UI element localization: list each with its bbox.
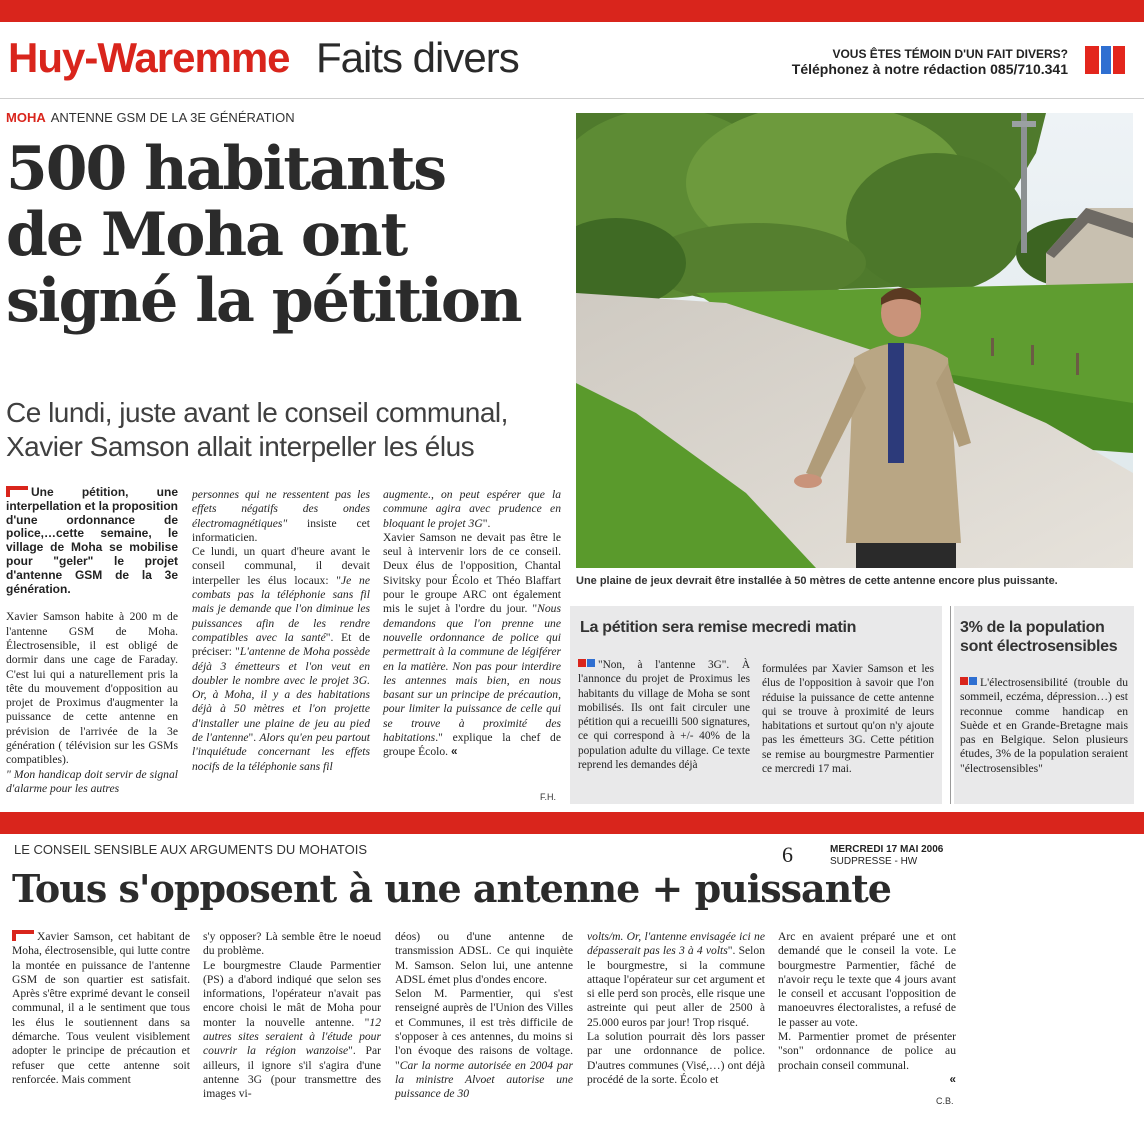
headline-line-3: signé la pétition <box>6 266 521 336</box>
col1-quote: " Mon handicap doit servir de signal d'alarme pour les autres <box>6 767 178 795</box>
page-masthead <box>0 22 1144 100</box>
article1-column-2 <box>192 488 370 774</box>
article-lead <box>6 486 178 596</box>
witness-callout <box>792 47 1068 77</box>
article-headline <box>6 136 566 334</box>
photo-caption: Une plaine de jeux devrait être installée à 50 mètres de cette antenne encore plus puissante. <box>576 575 1058 587</box>
a2-col2-text-b: Le bourgmestre Claude Parmentier (PS) a d'abord indiqué que selon ses informations, l'opérateur n'avait pas encore choisi le mât de Moha pour monter la nouvelle antenne. " <box>203 958 381 1029</box>
electro-body <box>960 676 1128 776</box>
col1-body: Xavier Samson habite à 200 m de l'antenne GSM de Moha. Électrosensible, il est obligé de dormir dans une cage de Faraday. C'est lui qui a naturellement pris la tête du mouvement d'opposition au projet de Proximus d'augmenter la puissance de cette antenne en prévision de l'arrivée de la 3e génération ( télévision sur les GSMs compatibles). <box>6 610 178 767</box>
col2-quote-d: Alors qu'en peu partout l'inquiétude concernant les effets nocifs de la téléphonie sans fil <box>192 731 371 773</box>
a2-col2-quote-a: 12 autres sites seraient à l'étude pour couvrir la région wanzoise <box>203 1015 381 1058</box>
a2-end-mark: « <box>949 1072 956 1086</box>
end-mark: « <box>450 745 458 759</box>
col2-quote-a: personnes qui ne ressentent pas les effets négatifs des ondes électromagnétiques" <box>192 488 370 530</box>
kicker-topic: ANTENNE GSM DE LA 3E GÉNÉRATION <box>50 110 295 125</box>
article2-column-2 <box>203 930 381 1102</box>
a2-col2-text-c: ". Par ailleurs, il ignore s'il s'agira d'une antenne 3G (pour transmettre des images vi- <box>203 1044 381 1101</box>
author-signature-2: C.B. <box>936 1096 954 1106</box>
electro-box-title: 3% de la population sont électrosensibles <box>960 619 1118 655</box>
col2-text-b: Ce lundi, un quart d'heure avant le conseil communal, il devait interpeller les élus locaux: " <box>192 545 370 587</box>
red-corner-marker-icon <box>6 486 28 497</box>
electro-box <box>954 606 1134 804</box>
article1-column-3 <box>383 488 561 760</box>
col2-text-a: insiste cet informaticien. <box>192 516 370 544</box>
headline-line-1: 500 habitants <box>6 134 446 204</box>
red-square-icon <box>960 677 968 685</box>
deck-line-1: Ce lundi, juste avant le conseil communal, <box>6 397 508 428</box>
page-number: 6 <box>782 842 793 867</box>
petition-box <box>570 606 942 804</box>
issue-date <box>830 844 943 868</box>
article2-column-1 <box>12 930 190 1087</box>
article-deck <box>6 396 566 464</box>
a2-col4-text-a: ". Selon le bourgmestre, si la commune attaque l'opérateur sur cet argument et si elle perd son procès, elle risque une astreinte qui peut aller de 2500 à 25.000 euros par jour! Trop risqué. <box>587 944 765 1029</box>
witness-phone: Téléphonez à notre rédaction 085/710.341 <box>791 61 1068 77</box>
a2-col1-text: Xavier Samson, cet habitant de Moha, électrosensible, qui lutte contre la montée en puissance de l'antenne GSM de son quartier est satisfait. Après s'être exprimé devant le conseil communal, il a le sentiment que tous les élus le soutiennent dans sa démarche. Tous veulent visiblement adopter le principe de précaution et refuser que cette antenne soit renforcée. Mais comment <box>12 930 190 1086</box>
top-color-bar <box>0 0 1144 22</box>
a2-col5-text-a: Arc en avaient préparé une et ont demandé que le conseil la vote. Le bourgmestre Parmentier, fâché de n'avoir reçu le texte que 4 jours avant le conseil et accusant l'opposition de manoeuvres électoralistes, a refusé de le passer au vote. <box>778 930 956 1029</box>
date-edition: SUDPRESSE - HW <box>830 856 918 867</box>
col2-text-d: ". <box>248 731 260 745</box>
blue-square-icon <box>587 659 595 667</box>
col2-quote-b: Je ne combats pas la téléphonie sans fil mais je demande que l'on diminue les puissances afin de les rendre compatibles avec la santé <box>192 573 370 644</box>
red-corner-marker-icon <box>12 930 34 941</box>
section-title-category: Faits divers <box>316 34 519 81</box>
article2-column-5 <box>778 930 956 1087</box>
kicker-place: MOHA <box>6 110 46 125</box>
col2-text-c: ". Et de préciser: " <box>192 630 370 659</box>
article-kicker <box>6 110 295 125</box>
col3-quote-a: augmente., on peut espérer que la commune agira avec prudence en bloquant le projet 3G <box>383 488 561 530</box>
bottom-color-bar <box>0 812 1144 834</box>
a2-col5-text-b: M. Parmentier promet de présenter "son" ordonnance de police au prochain conseil communal. <box>778 1030 956 1072</box>
a2-col3-text-a: déos) ou d'une antenne de transmission ADSL. Ce qui inquiète M. Samson. Selon lui, une antenne ADSL émet plus d'ondes encore. <box>395 930 573 986</box>
lead-text: Une pétition, une interpellation et la proposition d'une ordonnance de police,…cette semaine, le village de Moha se mobilise pour "geler" le projet d'antenne GSM de la 3e génération. <box>6 485 179 596</box>
a2-col2-text-a: s'y opposer? Là semble être le noeud du problème. <box>203 930 381 958</box>
photo-scene-illustration <box>576 113 1133 568</box>
section-title-region: Huy-Waremme <box>8 34 290 81</box>
petition-box-title: La pétition sera remise mecredi matin <box>580 619 857 636</box>
masthead-square-red-2 <box>1113 46 1125 74</box>
electro-text: L'électrosensibilité (trouble du sommeil, eczéma, dépression…) est reconnue comme handicap en Suède et en Grande-Bretagne mais pas en Belgique. Selon plusieurs études, 3% de la population seraient "électrosensibles" <box>960 676 1128 775</box>
col3-text-b: Xavier Samson ne devait pas être le seul à intervenir lors de ce conseil. Deux élus de l'opposition, Chantal Sivitsky pour Écolo et Théo Blaffart pour le groupe ARC ont également mis le sujet à l'ordre du jour. " <box>383 530 561 616</box>
masthead-divider <box>0 98 1144 99</box>
col3-quote-b: Nous demandons que l'on prenne une nouvelle ordonnance de police qui permettrait à la commune de légiférer en la matière. Non pas pour interdire les antennes mais bien, en nous basant sur un principe de précaution, pour limiter la puissance de celle qui se trouve à proximité des habitations <box>383 602 561 745</box>
petition-col-a <box>578 658 750 772</box>
col2-quote-c: L'antenne de Moha possède déjà 3 émetteurs et l'on veut en doubler le nombre avec le projet 3G. Or, à Moha, il y a des habitations déjà à 50 mètres et l'on projette d'installer une plaine de jeu au pied de l'antenne <box>192 645 370 745</box>
masthead-square-red <box>1085 46 1099 74</box>
col3-text-a: ". <box>482 516 491 530</box>
author-signature: F.H. <box>540 792 557 802</box>
article-photo <box>576 113 1133 568</box>
masthead-square-blue <box>1101 46 1111 74</box>
article2-headline: Tous s'opposent à une antenne + puissante <box>12 866 891 911</box>
col3-text-c: ." explique la chef de groupe Écolo. <box>383 731 561 759</box>
deck-line-2: Xavier Samson allait interpeller les élus <box>6 431 475 462</box>
a2-col4-text-b: La solution pourrait dès lors passer par une ordonnance de police. D'autres communes (Visé,…) ont déjà procédé de la sorte. Écolo et <box>587 1030 765 1086</box>
petition-col-b: formulées par Xavier Samson et les élus de l'opposition à savoir que l'on réduise la puissance de cette antenne qui se trouve à proximité de leurs habitations et surtout qu'on n'y ajoute pas les émetteurs 3G. Cette pétition se remise au bourgmestre Parmentier ce mercredi 17 mai. <box>762 663 934 776</box>
headline-line-2: de Moha ont <box>6 200 407 270</box>
witness-question: VOUS ÊTES TÉMOIN D'UN FAIT DIVERS? <box>832 47 1068 61</box>
article2-column-4 <box>587 930 765 1087</box>
article1-column-1 <box>6 486 178 796</box>
a2-col3-text-b: Selon M. Parmentier, qui s'est renseigné auprès de l'Union des Villes et Communes, il est très difficile de s'opposer à ces antennes, du moins si l'on évoque des raisons de voltage. " <box>395 987 573 1072</box>
box-divider <box>950 606 951 804</box>
a2-col4-quote-a: volts/m. Or, l'antenne envisagée ici ne dépasserait pas les 3 à 4 volts <box>587 930 765 958</box>
red-square-icon <box>578 659 586 667</box>
article2-kicker: LE CONSEIL SENSIBLE AUX ARGUMENTS DU MOHATOIS <box>14 842 368 857</box>
article2-column-3 <box>395 930 573 1102</box>
a2-col3-quote-a: Car la norme autorisée en 2004 par la ministre Alvoet autorise une puissance de 30 <box>395 1058 573 1101</box>
blue-square-icon <box>969 677 977 685</box>
petition-text-a: "Non, à l'antenne 3G". À l'annonce du projet de Proximus les habitants du village de Moha se sont mobilisés. Ils ont fait circuler une pétition qui a recueilli 500 signatures, ce qui correspond à +/- 40% de la population adulte du village. Ce texte reprend les demandes déjà <box>578 659 750 772</box>
date-day: MERCREDI 17 MAI 2006 <box>830 844 944 855</box>
